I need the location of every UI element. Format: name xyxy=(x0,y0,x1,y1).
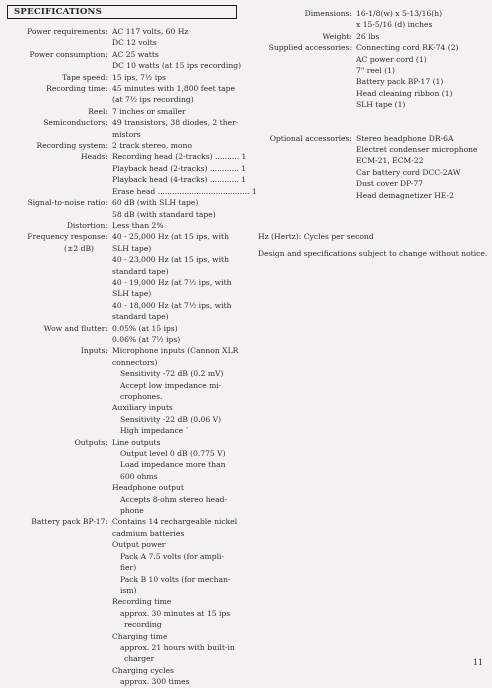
spec-values xyxy=(112,323,250,346)
spec-value-line: Recording head (2-tracks) .......... 1 xyxy=(112,152,247,162)
spec-label-text: Power consumption: xyxy=(29,49,108,59)
spec-value-line: 0.06% (at 7½ ips) xyxy=(112,334,181,344)
spec-value-line: AC power cord (1) xyxy=(356,54,427,64)
spec-value-line: AC 25 watts xyxy=(112,49,159,59)
left-spec-column xyxy=(0,26,257,688)
spec-value-line: Erase head ...................................... 1 xyxy=(112,186,257,196)
spec-value-line: 58 dB (with standard tape) xyxy=(112,209,216,219)
spec-row xyxy=(0,323,250,346)
spec-value-line: approx. 300 times xyxy=(120,677,190,687)
spec-label xyxy=(0,26,112,49)
notes-block xyxy=(258,231,488,260)
spec-value-line: Charging cycles xyxy=(112,665,174,675)
spec-values xyxy=(112,345,250,436)
spec-value-line: 15 ips, 7½ ips xyxy=(112,72,166,82)
spec-value-line: 26 lbs xyxy=(356,31,380,41)
spec-value-line: 45 minutes with 1,800 feet tape xyxy=(112,84,235,94)
spec-row xyxy=(0,516,250,687)
spec-label-text: Inputs: xyxy=(80,346,108,356)
spec-value-line: Microphone inputs (Cannon XLR xyxy=(112,346,239,356)
spec-value-line: connectors) xyxy=(112,357,158,367)
spec-row xyxy=(0,197,250,220)
spec-label xyxy=(0,231,112,322)
spec-value-line: (at 7½ ips recording) xyxy=(112,95,194,105)
spec-row xyxy=(0,72,250,83)
spec-value-line: Less than 2% xyxy=(112,220,164,230)
spec-label-note: (±2 dB) xyxy=(64,243,94,253)
spec-label xyxy=(0,220,112,231)
spec-label-text: Weight: xyxy=(322,31,352,41)
hz-note: Hz (Hertz): Cycles per second xyxy=(258,232,374,241)
spec-value-line: 60 dB (with SLH tape) xyxy=(112,198,199,208)
spec-label xyxy=(0,345,112,436)
spec-label xyxy=(0,117,112,140)
spec-values xyxy=(112,72,250,83)
spec-values xyxy=(112,437,250,517)
spec-label-text: Signal-to-noise ratio: xyxy=(27,198,108,208)
spec-label-text: Supplied accessories: xyxy=(268,43,352,53)
spec-row xyxy=(0,437,250,517)
spec-value-line: SLH tape (1) xyxy=(356,100,406,110)
spec-row xyxy=(0,220,250,231)
spec-value-line: Pack B 10 volts (for mechan- xyxy=(120,574,231,584)
spec-values xyxy=(356,31,492,42)
spec-row xyxy=(0,117,250,140)
page-number: 11 xyxy=(472,657,483,667)
spec-row xyxy=(0,231,250,322)
spec-value-line: Dust cover DP-77 xyxy=(356,179,424,189)
spec-values xyxy=(112,83,250,106)
spec-value-line: 0.05% (at 15 ips) xyxy=(112,323,178,333)
spec-values xyxy=(356,42,492,110)
spec-label-text: Tape speed: xyxy=(62,72,108,82)
spec-value-line: 40 - 18,000 Hz (at 7½ ips, with xyxy=(112,300,232,310)
spec-value-line: 7" reel (1) xyxy=(356,66,395,76)
spec-value-line: approx. 21 hours with built-in xyxy=(120,642,235,652)
spec-value-line: Charging time xyxy=(112,631,168,641)
spec-row xyxy=(0,345,250,436)
spec-row xyxy=(0,140,250,151)
spec-value-line: ism) xyxy=(120,585,137,595)
spec-value-line: Playback head (4-tracks) ............ 1 xyxy=(112,175,247,185)
spec-value-line: standard tape) xyxy=(112,266,169,276)
spec-label xyxy=(0,106,112,117)
spec-label-text: Outputs: xyxy=(74,437,108,447)
spec-label xyxy=(0,437,112,517)
spec-value-line: Sensitivity -22 dB (0.06 V) xyxy=(120,414,222,424)
spec-label xyxy=(0,516,112,687)
spec-values xyxy=(112,231,250,322)
spec-label xyxy=(0,49,112,72)
spec-label-text: Heads: xyxy=(81,152,108,162)
spec-value-line: x 15-5/16 (d) inches xyxy=(356,20,433,30)
spec-label-text: Battery pack BP-17: xyxy=(31,517,108,527)
spec-row xyxy=(0,26,250,49)
spec-values xyxy=(112,117,250,140)
spec-value-line: Contains 14 rechargeable nickel xyxy=(112,517,238,527)
spec-row xyxy=(252,42,492,110)
spec-row xyxy=(252,133,492,201)
spec-label xyxy=(252,133,356,201)
spec-value-line: 49 transistors, 38 diodes, 2 ther- xyxy=(112,118,239,128)
spec-label xyxy=(0,140,112,151)
spec-label-text: Recording system: xyxy=(36,141,108,151)
design-note: Design and specifications subject to change without notice. xyxy=(258,249,488,259)
spec-label xyxy=(0,83,112,106)
spec-value-line: ECM-21, ECM-22 xyxy=(356,156,424,166)
spec-values xyxy=(112,140,250,151)
spec-value-line: DC 10 watts (at 15 ips recording) xyxy=(112,61,242,71)
spec-row xyxy=(252,8,492,31)
spec-value-line: Connecting cord RK-74 (2) xyxy=(356,43,459,53)
specifications-heading: SPECIFICATIONS xyxy=(7,5,237,19)
spec-values xyxy=(112,151,257,197)
spec-label xyxy=(0,151,112,197)
spec-value-line: phone xyxy=(120,506,144,516)
spec-value-line: Output power xyxy=(112,540,166,550)
spec-row xyxy=(252,31,492,42)
right-spec-column xyxy=(252,8,492,201)
spec-value-line: standard tape) xyxy=(112,312,169,322)
spec-value-line: Head demagnetizer HE-2 xyxy=(356,190,454,200)
spec-value-line: Line outputs xyxy=(112,437,161,447)
spec-value-line: 40 - 19,000 Hz (at 7½ ips, with xyxy=(112,277,232,287)
spec-values xyxy=(356,133,492,201)
spec-value-line: Stereo headphone DR-6A xyxy=(356,133,454,143)
spec-value-line: SLH tape) xyxy=(112,243,152,253)
spec-label-text: Recording time: xyxy=(46,84,108,94)
spec-row xyxy=(0,49,250,72)
spec-value-line: recording xyxy=(124,620,162,630)
spec-row xyxy=(0,151,257,197)
spec-label xyxy=(0,72,112,83)
spec-value-line: SLH tape) xyxy=(112,289,152,299)
spec-value-line: 16-1/8(w) x 5-13/16(h) xyxy=(356,9,443,18)
spec-label xyxy=(0,323,112,346)
spec-value-line: AC 117 volts, 60 Hz xyxy=(112,27,189,36)
spec-value-line: Auxiliary inputs xyxy=(112,403,173,413)
spec-label xyxy=(252,8,356,31)
spec-value-line: Output level 0 dB (0.775 V) xyxy=(120,449,226,459)
spec-label xyxy=(252,31,356,42)
spec-value-line: Head cleaning ribbon (1) xyxy=(356,88,453,98)
spec-row xyxy=(0,83,250,106)
spec-values xyxy=(112,220,250,231)
spec-label-text: Distortion: xyxy=(66,220,108,230)
spec-value-line: cadmium batteries xyxy=(112,528,185,538)
spec-values xyxy=(112,49,250,72)
spec-label-text: Optional accessories: xyxy=(269,133,352,143)
spec-values xyxy=(356,8,492,31)
spec-label-text: Power requirements: xyxy=(27,27,108,36)
spacer xyxy=(252,111,492,122)
spec-value-line: Pack A 7.5 volts (for ampli- xyxy=(120,551,225,561)
spec-value-line: Car battery cord DCC-2AW xyxy=(356,167,461,177)
spec-value-line: mistors xyxy=(112,129,141,139)
spec-value-line: Electret condenser microphone xyxy=(356,145,478,155)
spec-label-text: Dimensions: xyxy=(304,9,352,18)
spec-values xyxy=(112,26,250,49)
spec-value-line: High impedance ` xyxy=(120,426,190,436)
spec-row xyxy=(0,106,250,117)
spec-value-line: Recording time xyxy=(112,597,172,607)
spec-label-text: Semiconductors: xyxy=(43,118,108,128)
spec-value-line: Headphone output xyxy=(112,483,184,493)
spec-value-line: Playback head (2-tracks) ............ 1 xyxy=(112,163,247,173)
spec-value-line: 40 - 25,000 Hz (at 15 ips, with xyxy=(112,232,229,242)
spec-value-line: Sensitivity -72 dB (0.2 mV) xyxy=(120,369,224,379)
spec-label xyxy=(0,197,112,220)
spec-value-line: 40 - 23,000 Hz (at 15 ips, with xyxy=(112,255,229,265)
spec-value-line: fier) xyxy=(120,563,137,573)
spec-label-text: Reel: xyxy=(88,106,108,116)
spec-label-text: Wow and flutter: xyxy=(43,323,108,333)
spec-value-line: approx. 30 minutes at 15 ips xyxy=(120,608,231,618)
spec-value-line: DC 12 volts xyxy=(112,38,157,48)
spec-value-line: 600 ohms xyxy=(120,471,158,481)
spec-value-line: 2 track stereo, mono xyxy=(112,141,192,151)
spec-values xyxy=(112,197,250,220)
spec-values xyxy=(112,516,250,687)
spec-value-line: Accepts 8-ohm stereo head- xyxy=(120,494,228,504)
spec-value-line: Battery pack BP-17 (1) xyxy=(356,77,444,87)
spec-value-line: Load impedance more than xyxy=(120,460,226,470)
spec-value-line: crophones. xyxy=(120,392,163,401)
spec-value-line: 7 inches or smaller xyxy=(112,106,186,116)
spec-value-line: charger xyxy=(124,654,155,664)
spec-label-text: Frequency response: xyxy=(27,232,108,242)
spec-value-line: Accept low impedance mi- xyxy=(120,380,222,390)
spec-label xyxy=(252,42,356,110)
spacer xyxy=(252,122,492,133)
spec-values xyxy=(112,106,250,117)
